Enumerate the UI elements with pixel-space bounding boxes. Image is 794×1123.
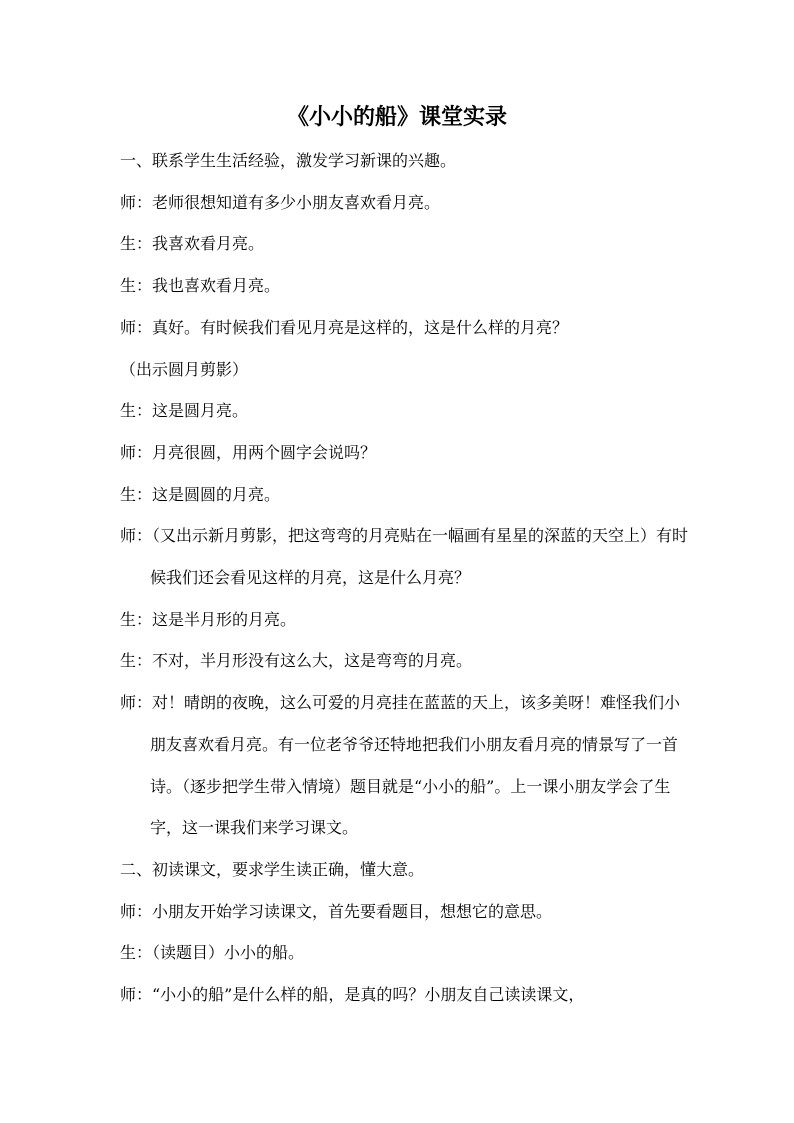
dialogue-line: 生：这是圆圆的月亮。 xyxy=(120,484,281,504)
stage-direction: （出示圆月剪影） xyxy=(120,359,249,379)
dialogue-line: 师：“小小的船”是什么样的船，是真的吗？小朋友自己读读课文， xyxy=(120,985,585,1005)
dialogue-line: 师：月亮很圆，用两个圆字会说吗？ xyxy=(120,442,377,462)
document-title: 《小小的船》课堂实录 xyxy=(286,105,507,130)
dialogue-line: 师：对！晴朗的夜晚，这么可爱的月亮挂在蓝蓝的天上，该多美呀！难怪我们小朋友喜欢看月亮。有一位老爷爷还特地把我们小朋友看月亮的情景写了一首诗。（逐步把学生带入情境）题目就是“小小的船”。上一课小朋友学会了生字，这一课我们来学习课文。 xyxy=(120,693,681,838)
dialogue-line: 生：（读题目）小小的船。 xyxy=(120,943,305,963)
dialogue-line: 师：老师很想知道有多少小朋友喜欢看月亮。 xyxy=(120,192,441,212)
dialogue-line: 师：小朋友开始学习读课文，首先要看题目，想想它的意思。 xyxy=(120,901,553,921)
dialogue-line: 师：（又出示新月剪影，把这弯弯的月亮贴在一幅画有星星的深蓝的天空上）有时候我们还会看见这样的月亮，这是什么月亮？ xyxy=(120,526,689,588)
dialogue-line: 生：我也喜欢看月亮。 xyxy=(120,276,281,296)
dialogue-line: 生：我喜欢看月亮。 xyxy=(120,234,265,254)
dialogue-line: 生：这是半月形的月亮。 xyxy=(120,609,297,629)
section-heading-2: 二、初读课文，要求学生读正确，懂大意。 xyxy=(120,859,425,879)
section-heading-1: 一、联系学生生活经验，激发学习新课的兴趣。 xyxy=(120,151,457,170)
dialogue-line: 生：不对，半月形没有这么大，这是弯弯的月亮。 xyxy=(120,651,473,671)
dialogue-line: 师：真好。有时候我们看见月亮是这样的，这是什么样的月亮？ xyxy=(120,317,569,337)
document-body xyxy=(120,140,690,1016)
dialogue-line: 生：这是圆月亮。 xyxy=(120,401,249,421)
